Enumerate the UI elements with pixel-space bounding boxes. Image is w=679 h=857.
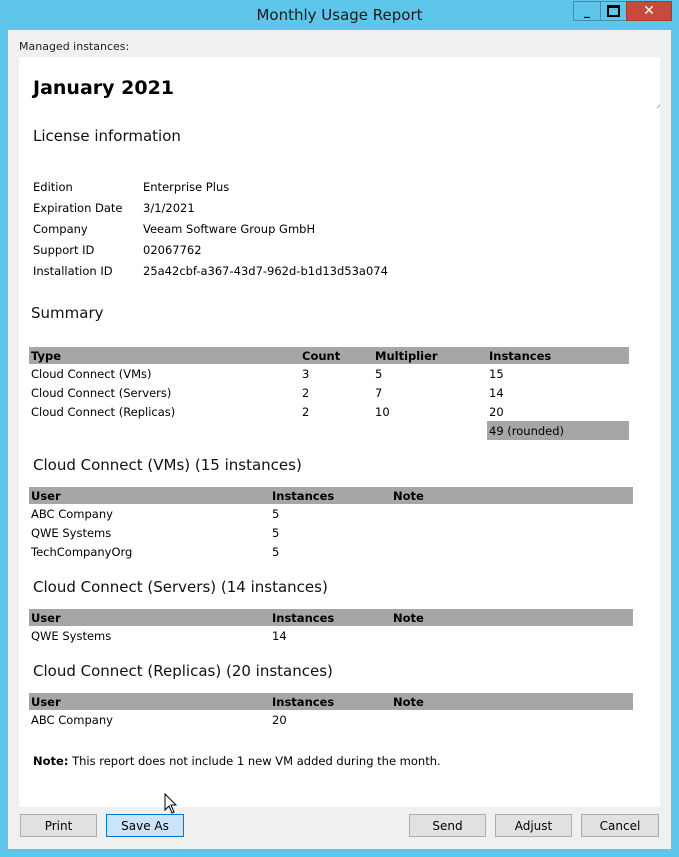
dialog-body <box>8 30 671 849</box>
table-cell: 10 <box>375 404 390 419</box>
note-text: This report does not include 1 new VM added during the month. <box>68 754 441 768</box>
license-key: Support ID <box>33 243 95 257</box>
adjust-button[interactable]: Adjust <box>495 814 572 837</box>
summary-header-row <box>29 347 629 364</box>
table-cell: Cloud Connect (Replicas) <box>31 404 176 419</box>
table-cell: 7 <box>375 385 383 400</box>
column-header: Instances <box>270 693 391 710</box>
title-bar[interactable] <box>0 0 679 30</box>
table-cell: 3 <box>302 366 310 381</box>
scroll-up-icon[interactable] <box>656 99 660 111</box>
table-cell: 5 <box>272 506 280 521</box>
note-label: Note: <box>33 754 69 768</box>
table-row <box>29 383 629 402</box>
total-instances: 49 (rounded) <box>487 421 629 440</box>
managed-instances-label: Managed instances: <box>19 40 130 53</box>
close-button[interactable] <box>626 1 672 21</box>
license-value: 02067762 <box>143 243 202 257</box>
table-cell: TechCompanyOrg <box>31 544 133 559</box>
save-as-button[interactable]: Save As <box>106 814 184 837</box>
summary-total-row <box>29 421 629 440</box>
column-header: Note <box>391 487 633 504</box>
table-cell <box>391 542 633 561</box>
table-cell: 20 <box>489 404 504 419</box>
column-header: Multiplier <box>373 347 487 364</box>
column-header: Note <box>391 693 633 710</box>
table-cell: QWE Systems <box>31 628 112 643</box>
replicas-table <box>29 693 633 729</box>
table-cell: 5 <box>272 544 280 559</box>
vms-table <box>29 487 633 561</box>
report-view[interactable] <box>19 57 660 807</box>
license-value: 3/1/2021 <box>143 201 195 215</box>
print-button[interactable]: Print <box>20 814 97 837</box>
table-cell: ABC Company <box>31 506 113 521</box>
table-cell <box>391 710 633 729</box>
table-cell: 15 <box>489 366 504 381</box>
minimize-button[interactable] <box>573 1 601 21</box>
send-button[interactable]: Send <box>409 814 486 837</box>
license-key: Expiration Date <box>33 201 123 215</box>
maximize-button[interactable] <box>600 1 627 21</box>
vms-header-row <box>29 487 633 504</box>
license-key: Edition <box>33 180 73 194</box>
table-row <box>29 542 633 561</box>
license-section-title: License information <box>33 127 181 145</box>
table-row <box>29 402 629 421</box>
servers-table <box>29 609 633 645</box>
column-header: Count <box>300 347 373 364</box>
mouse-cursor-icon <box>164 793 178 815</box>
report-note <box>33 754 441 768</box>
table-cell <box>391 504 633 523</box>
table-row <box>29 504 633 523</box>
column-header: User <box>29 609 270 626</box>
servers-section-title: Cloud Connect (Servers) (14 instances) <box>33 578 328 596</box>
maximize-icon <box>607 5 620 17</box>
table-cell: 2 <box>302 404 310 419</box>
table-row <box>29 626 633 645</box>
table-cell: QWE Systems <box>31 525 112 540</box>
summary-table <box>29 347 629 440</box>
license-value: 25a42cbf-a367-43d7-962d-b1d13d53a074 <box>143 264 388 278</box>
minimize-icon: _ <box>584 4 590 18</box>
table-row <box>29 364 629 383</box>
table-cell <box>391 626 633 645</box>
column-header: Instances <box>270 487 391 504</box>
table-cell <box>391 523 633 542</box>
cancel-button[interactable]: Cancel <box>581 814 659 837</box>
column-header: User <box>29 693 270 710</box>
table-row <box>29 710 633 729</box>
license-key: Company <box>33 222 88 236</box>
summary-section-title: Summary <box>31 304 104 322</box>
table-cell: 14 <box>489 385 504 400</box>
replicas-header-row <box>29 693 633 710</box>
license-key: Installation ID <box>33 264 113 278</box>
table-cell: 2 <box>302 385 310 400</box>
column-header: User <box>29 487 270 504</box>
column-header: Note <box>391 609 633 626</box>
column-header: Type <box>29 347 300 364</box>
table-row <box>29 523 633 542</box>
table-cell: Cloud Connect (Servers) <box>31 385 172 400</box>
table-cell: 20 <box>272 712 287 727</box>
table-cell: Cloud Connect (VMs) <box>31 366 152 381</box>
scroll-down-icon[interactable] <box>656 805 660 807</box>
column-header: Instances <box>270 609 391 626</box>
table-cell: ABC Company <box>31 712 113 727</box>
close-icon: ✕ <box>643 3 655 19</box>
servers-header-row <box>29 609 633 626</box>
table-cell: 5 <box>272 525 280 540</box>
vms-section-title: Cloud Connect (VMs) (15 instances) <box>33 456 302 474</box>
table-cell: 14 <box>272 628 287 643</box>
table-cell: 5 <box>375 366 383 381</box>
license-value: Veeam Software Group GmbH <box>143 222 316 236</box>
replicas-section-title: Cloud Connect (Replicas) (20 instances) <box>33 662 333 680</box>
window-title: Monthly Usage Report <box>256 6 423 24</box>
report-heading: January 2021 <box>33 77 175 99</box>
license-value: Enterprise Plus <box>143 180 230 194</box>
column-header: Instances <box>487 347 629 364</box>
